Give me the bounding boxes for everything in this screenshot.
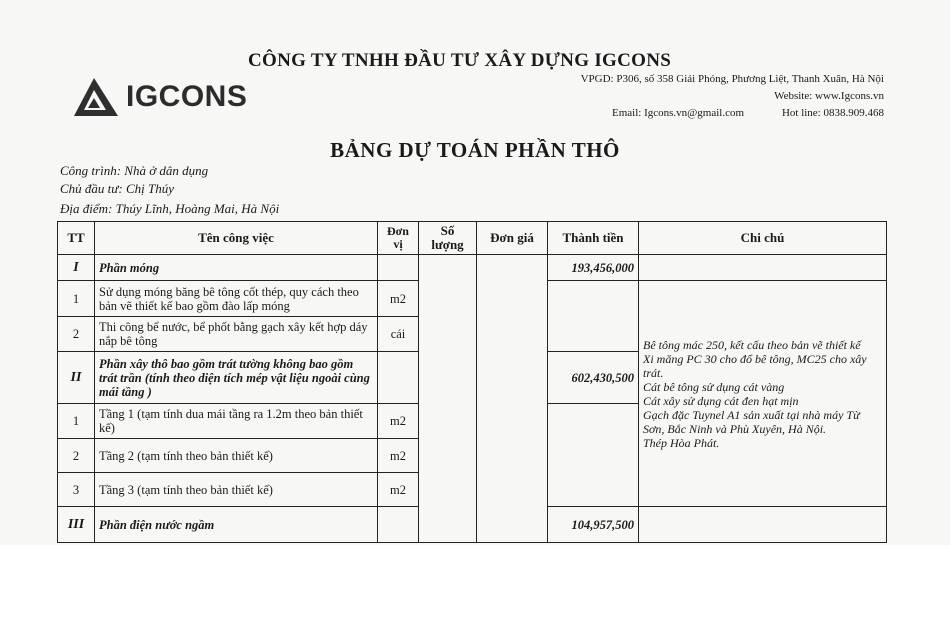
company-email: Email: Igcons.vn@gmail.com: [612, 107, 745, 119]
row-task: Thi công bể nước, bể phốt bằng gạch xây kết hợp dáy nắp bê tông: [95, 317, 378, 352]
company-website: Website: www.Igcons.vn: [774, 90, 884, 102]
row-task: Phần móng: [95, 255, 378, 281]
row-tt: 3: [58, 473, 95, 507]
row-task: Phần xây thô bao gồm trát tường không bao gồm trát trần (tính theo diện tích mép vật liệu ngoài cùng mái tầng ): [95, 352, 378, 404]
project-line: Công trình: Nhà ở dân dụng: [60, 163, 209, 178]
row-amount: 602,430,500: [548, 352, 639, 404]
note-line: Thép Hòa Phát.: [643, 435, 720, 450]
row-amount: 193,456,000: [548, 255, 639, 281]
row-unit: m2: [378, 473, 419, 507]
row-task: Tầng 1 (tạm tính dua mái tầng ra 1.2m theo bản thiết kế): [95, 404, 378, 439]
document-title: BẢNG DỰ TOÁN PHẦN THÔ: [330, 138, 620, 162]
company-address: VPGD: P306, số 358 Giải Phóng, Phương Liệt, Thanh Xuân, Hà Nội: [580, 73, 884, 85]
row-unit: m2: [378, 439, 419, 473]
row-amount: [548, 281, 639, 352]
row-tt: I: [58, 255, 95, 281]
note-line: Cát bê tông sử dụng cát vàng: [643, 379, 785, 394]
location-line: Địa điểm: Thúy Lĩnh, Hoàng Mai, Hà Nội: [60, 201, 280, 216]
row-task: Tầng 3 (tạm tính theo bản thiết kế): [95, 473, 378, 507]
company-name: CÔNG TY TNHH ĐẦU TƯ XÂY DỰNG IGCONS: [248, 50, 672, 71]
company-logo: [72, 76, 248, 120]
row-task: Phần điện nước ngầm: [95, 507, 378, 543]
note-line: Cát xây sử dụng cát đen hạt mịn: [643, 393, 799, 408]
investor-line: Chủ đầu tư: Chị Thúy: [60, 181, 174, 196]
notes-cell: [639, 281, 887, 507]
row-unit: [378, 507, 419, 543]
row-unit: m2: [378, 281, 419, 317]
header-qty: Số lượng: [419, 222, 477, 255]
header-amount: Thành tiền: [548, 222, 639, 255]
header-price: Đơn giá: [477, 222, 548, 255]
company-hotline: Hot line: 0838.909.468: [781, 107, 884, 119]
row-unit: [378, 255, 419, 281]
row-tt: 2: [58, 317, 95, 352]
row-unit: cái: [378, 317, 419, 352]
row-task: Tầng 2 (tạm tính theo bản thiết kế): [95, 439, 378, 473]
row-note: [639, 255, 887, 281]
note-line: Xi măng PC 30 cho đổ bê tông, MC25 cho xây trát.: [643, 351, 867, 380]
logo-text: IGCONS: [126, 80, 248, 113]
logo-triangle-icon: [72, 76, 120, 118]
note-line: Bê tông mác 250, kết cấu theo bản vẽ thiết kế: [643, 337, 861, 352]
row-task: Sử dụng móng băng bê tông cốt thép, quy cách theo bản vẽ thiết kế bao gồm đào lấp móng: [95, 281, 378, 317]
row-price: [477, 255, 548, 543]
note-line: Gạch đặc Tuynel A1 sản xuất tại nhà máy Từ Sơn, Bắc Ninh và Phù Xuyên, Hà Nội.: [643, 407, 860, 436]
header-tt: TT: [58, 222, 95, 255]
header-unit: Đơn vị: [378, 222, 419, 255]
table-header-row: [58, 222, 887, 255]
header-task: Tên công việc: [95, 222, 378, 255]
row-tt: II: [58, 352, 95, 404]
table-row: [58, 255, 887, 281]
row-tt: 1: [58, 404, 95, 439]
row-tt: 2: [58, 439, 95, 473]
row-amount: [548, 404, 639, 507]
row-tt: III: [58, 507, 95, 543]
row-unit: [378, 352, 419, 404]
row-note: [639, 507, 887, 543]
header-note: Chi chú: [639, 222, 887, 255]
estimate-table: [57, 221, 887, 543]
row-unit: m2: [378, 404, 419, 439]
row-qty: [419, 255, 477, 543]
row-tt: 1: [58, 281, 95, 317]
row-amount: 104,957,500: [548, 507, 639, 543]
